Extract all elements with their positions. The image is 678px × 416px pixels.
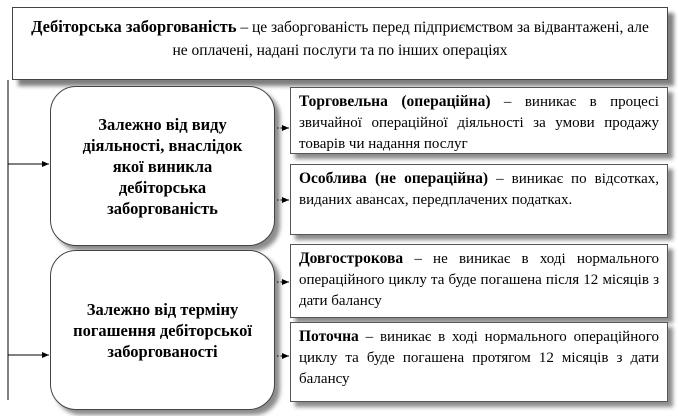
- category-activity-type: [50, 86, 275, 246]
- item-text: – виникає в ході нормального операційного циклу та буде погашена протягом 12 місяців з дати балансу: [299, 329, 659, 387]
- category-repayment-term: [50, 250, 275, 410]
- item-term: Особлива (не операційна): [299, 170, 489, 187]
- item-long-term: [290, 244, 668, 318]
- item-term: Поточна: [299, 328, 359, 345]
- header-term: Дебіторська заборгованість: [31, 17, 237, 36]
- item-trade: [290, 87, 668, 154]
- item-text: – не виникає в ході нормального операційного циклу та буде погашена після 12 місяців з дати балансу: [299, 251, 659, 309]
- item-text: – виникає по відсотках, виданих авансах, передплачених податках.: [299, 171, 659, 208]
- item-term: Торговельна (операційна): [299, 93, 491, 110]
- header-definition: – це заборгованість перед підприємством за відвантажені, але не оплачені, надані послуги та по інших операціях: [172, 19, 649, 59]
- item-text: – виникає в процесі звичайної операційної діяльності за умови продажу товарів чи надання послуг: [299, 94, 659, 152]
- item-current: [290, 322, 668, 402]
- item-special: [290, 164, 668, 235]
- definition-header: [12, 7, 668, 80]
- item-term: Довгострокова: [299, 250, 404, 267]
- category-label: Залежно від виду діяльності, внаслідок якої виникла дебіторська заборгованість: [82, 114, 243, 218]
- category-label: Залежно від терміну погашення дебіторської заборгованості: [73, 299, 252, 361]
